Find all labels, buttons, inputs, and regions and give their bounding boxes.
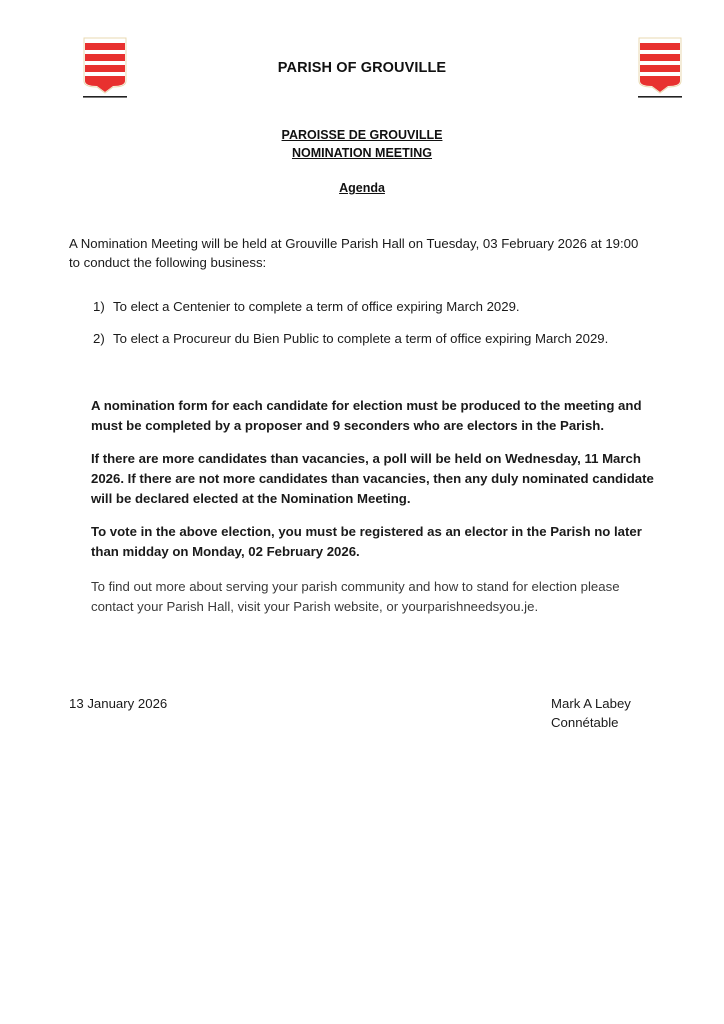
agenda-item: [93, 331, 608, 346]
subtitle-parish: PAROISSE DE GROUVILLE: [281, 128, 443, 142]
document-date: 13 January 2026: [69, 696, 168, 711]
poll-notice: [91, 449, 654, 509]
nomination-form-notice: [91, 396, 642, 436]
notice-line: A nomination form for each candidate for election must be produced to the meeting and: [91, 398, 642, 413]
agenda-item: [93, 299, 520, 314]
notice-line: will be declared elected at the Nomination Meeting.: [91, 491, 411, 506]
notice-line: contact your Parish Hall, visit your Parish website, or yourparishneedsyou.je.: [91, 599, 539, 614]
intro-paragraph: [69, 234, 638, 272]
subtitle-meeting: NOMINATION MEETING: [291, 146, 433, 160]
agenda-item-number: 1): [93, 299, 105, 314]
intro-line: A Nomination Meeting will be held at Grouville Parish Hall on Tuesday, 03 February 2026 at 19:00: [69, 236, 639, 251]
notice-line: If there are more candidates than vacancies, a poll will be held on Wednesday, 11 March: [91, 451, 641, 466]
page-title: PARISH OF GROUVILLE: [277, 60, 447, 76]
more-info-paragraph: [91, 577, 620, 617]
signatory-name: Mark A Labey: [551, 696, 631, 711]
notice-line: To vote in the above election, you must be registered as an elector in the Parish no later: [91, 524, 642, 539]
signature-block: [551, 694, 631, 732]
notice-line: To find out more about serving your parish community and how to stand for election please: [91, 579, 620, 594]
notice-line: must be completed by a proposer and 9 seconders who are electors in the Parish.: [91, 418, 604, 433]
signatory-title: Connétable: [551, 715, 619, 730]
intro-line: to conduct the following business:: [69, 255, 267, 270]
notice-line: than midday on Monday, 02 February 2026.: [91, 544, 360, 559]
agenda-item-text: To elect a Procureur du Bien Public to complete a term of office expiring March 2029.: [113, 331, 609, 346]
agenda-item-text: To elect a Centenier to complete a term of office expiring March 2029.: [113, 299, 520, 314]
agenda-item-number: 2): [93, 331, 105, 346]
registration-notice: [91, 522, 642, 562]
notice-line: 2026. If there are not more candidates than vacancies, then any duly nominated candidate: [91, 471, 654, 486]
agenda-heading: Agenda: [339, 181, 385, 195]
